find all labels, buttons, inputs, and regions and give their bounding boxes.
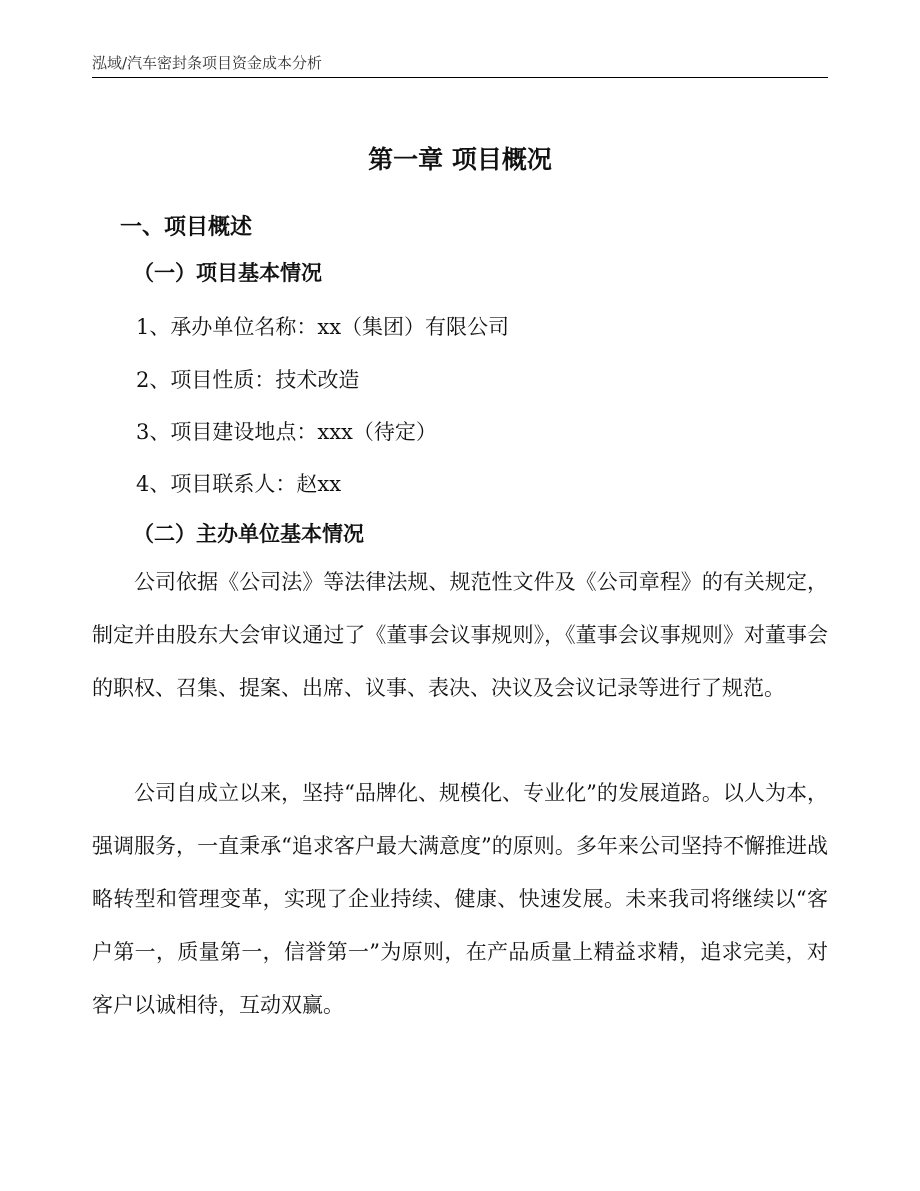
body-paragraph: 公司自成立以来，坚持“品牌化、规模化、专业化”的发展道路。以人为本，强调服务，一直秉承“追求客户最大满意度”的原则。多年来公司坚持不懈推进战略转型和管理变革，实现了企业持续、健康、快速发展。未来我司将继续以“客户第一，质量第一，信誉第一”为原则，在产品质量上精益求精，追求完美，对客户以诚相待，互动双赢。 [92, 781, 828, 1017]
body-paragraph: 公司依据《公司法》等法律法规、规范性文件及《公司章程》的有关规定，制定并由股东大会审议通过了《董事会议事规则》，《董事会议事规则》对董事会的职权、召集、提案、出席、议事、表决、决议及会议记录等进行了规范。 [92, 570, 828, 700]
list-item: 2、项目性质：技术改造 [136, 368, 360, 392]
subsection-heading-basic-info: （一）项目基本情况 [133, 261, 322, 285]
list-item: 4、项目联系人：赵xx [136, 472, 342, 496]
chapter-title: 第一章 项目概况 [368, 145, 552, 174]
section-heading-overview: 一、项目概述 [120, 215, 253, 240]
subsection-heading-sponsor-info: （二）主办单位基本情况 [133, 522, 364, 546]
header-divider [92, 77, 828, 78]
list-item: 1、承办单位名称：xx（集团）有限公司 [136, 315, 510, 339]
list-item: 3、项目建设地点：xxx（待定） [136, 420, 437, 444]
running-header: 泓域/汽车密封条项目资金成本分析 [92, 54, 323, 72]
